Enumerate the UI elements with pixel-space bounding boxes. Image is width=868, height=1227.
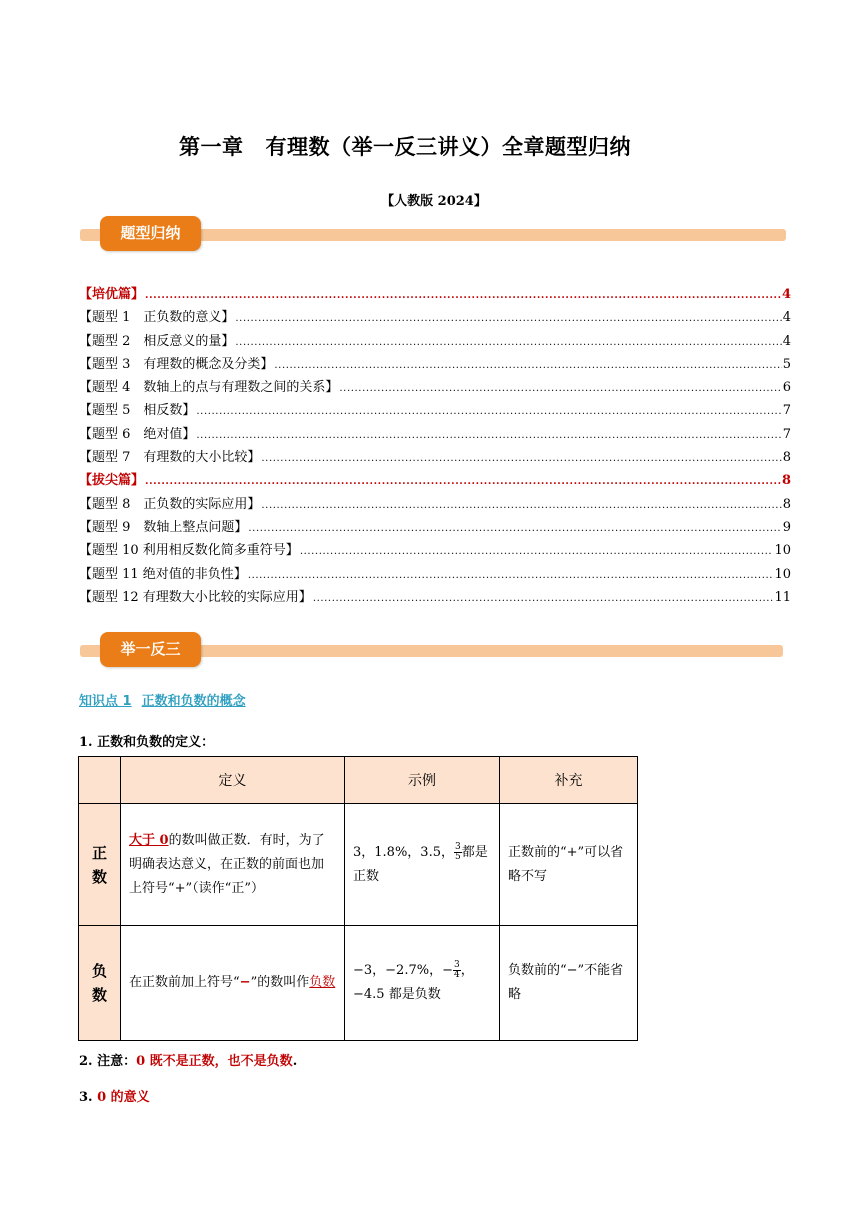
- toc-leader-dots: [248, 567, 774, 582]
- positive-highlight: 大于 0: [129, 832, 169, 848]
- note-suffix: .: [292, 1054, 298, 1069]
- fraction-numerator: 3: [453, 960, 460, 970]
- toc-banner: [80, 216, 786, 256]
- fraction-denominator: 4: [453, 970, 460, 980]
- toc-page-number: 6: [782, 380, 791, 396]
- toc-entry-row[interactable]: [79, 330, 791, 353]
- fraction: [453, 961, 461, 980]
- negative-highlight: 负数: [309, 975, 336, 990]
- toc-entry-label: 【题型 11 绝对值的非负性】: [79, 566, 247, 582]
- header-definition: 定义: [121, 757, 345, 804]
- positive-note: 正数前的“+”可以省略不写: [500, 804, 638, 926]
- toc-leader-dots: [235, 334, 781, 349]
- toc-entry-label: 【题型 10 利用相反数化简多重符号】: [79, 543, 299, 559]
- toc-page-number: 5: [782, 356, 791, 372]
- definition-table: [78, 756, 638, 1041]
- header-example: 示例: [345, 757, 500, 804]
- minus-sign: −: [239, 975, 251, 990]
- toc-page-number: 4: [782, 333, 791, 349]
- positive-example: [345, 804, 500, 926]
- toc-page-number: 10: [774, 543, 791, 559]
- toc-entry-label: 【题型 2 相反意义的量】: [79, 333, 235, 349]
- table-header-row: [79, 757, 638, 804]
- row-label-char: 负: [91, 962, 107, 980]
- toc-page-number: 4: [782, 310, 791, 326]
- toc-entry-label: 【题型 12 有理数大小比较的实际应用】: [79, 589, 312, 605]
- toc-entry-label: 【题型 9 数轴上整点问题】: [79, 519, 248, 535]
- header-blank: [79, 757, 121, 804]
- toc-entry-row[interactable]: [79, 516, 791, 539]
- toc-entry-label: 【题型 7 有理数的大小比较】: [79, 450, 261, 466]
- toc-leader-dots: [235, 310, 781, 325]
- toc-entry-label: 【题型 1 正负数的意义】: [79, 310, 235, 326]
- toc-leader-dots: [313, 590, 774, 605]
- knowledge-point-number: 知识点 1: [79, 694, 132, 709]
- table-row-negative: [79, 926, 638, 1041]
- toc-page-number: 7: [782, 426, 791, 442]
- fraction-denominator: 5: [454, 851, 461, 862]
- knowledge-point-heading: [79, 690, 246, 709]
- toc-section-row[interactable]: [79, 283, 791, 306]
- toc-leader-dots: [274, 357, 781, 372]
- section-heading: 1. 正数和负数的定义：: [79, 735, 215, 750]
- table-of-contents: [79, 283, 791, 609]
- toc-entry-row[interactable]: [79, 446, 791, 469]
- negative-example-text: −3，−2.7%，−: [353, 963, 453, 978]
- negative-example: [345, 926, 500, 1041]
- note-prefix: 2. 注意：: [79, 1054, 137, 1069]
- negative-definition-mid: ”的数叫作: [250, 975, 310, 990]
- toc-page-number: 4: [781, 287, 791, 302]
- note-zero-meaning: [79, 1086, 150, 1105]
- row-label-negative: [79, 926, 121, 1041]
- toc-entry-row[interactable]: [79, 539, 791, 562]
- positive-definition: [121, 804, 345, 926]
- document-title: [0, 131, 810, 161]
- toc-leader-dots: [196, 427, 781, 442]
- toc-entry-label: 【拔尖篇】: [79, 473, 145, 489]
- positive-definition-text: 的数叫做正数．有时，为了明确表达意义，在正数的前面也加上符号“+”（读作“正”）: [129, 832, 325, 896]
- toc-entry-row[interactable]: [79, 563, 791, 586]
- toc-entry-label: 【题型 5 相反数】: [79, 403, 196, 419]
- toc-entry-row[interactable]: [79, 353, 791, 376]
- note-text: 0 的意义: [97, 1090, 150, 1105]
- edition-label: 【人教版 2024】: [381, 194, 487, 209]
- toc-leader-dots: [196, 403, 781, 418]
- knowledge-point-title: 正数和负数的概念: [141, 694, 246, 709]
- toc-page-number: 7: [782, 403, 791, 419]
- toc-leader-dots: [261, 497, 781, 512]
- negative-definition: [121, 926, 345, 1041]
- note-text: 0 既不是正数，也不是负数: [136, 1054, 293, 1069]
- toc-page-number: 11: [774, 589, 791, 605]
- positive-example-text: 3，1.8%，3.5，: [353, 844, 454, 860]
- toc-entry-label: 【培优篇】: [79, 287, 145, 302]
- toc-entry-label: 【题型 3 有理数的概念及分类】: [79, 356, 274, 372]
- row-label-char: 正: [91, 843, 107, 862]
- toc-entry-row[interactable]: [79, 493, 791, 516]
- toc-section-row[interactable]: [79, 469, 791, 492]
- toc-page-number: 8: [782, 450, 791, 466]
- toc-entry-row[interactable]: [79, 586, 791, 609]
- table-row-positive: [79, 804, 638, 926]
- toc-entry-row[interactable]: [79, 399, 791, 422]
- toc-page-number: 8: [781, 473, 791, 489]
- toc-entry-row[interactable]: [79, 376, 791, 399]
- toc-leader-dots: [145, 473, 781, 488]
- toc-leader-dots: [248, 520, 781, 535]
- note-prefix: 3.: [79, 1090, 98, 1105]
- toc-leader-dots: [145, 287, 781, 302]
- toc-leader-dots: [261, 450, 781, 465]
- banner-tag: 举一反三: [100, 632, 201, 667]
- toc-leader-dots: [339, 380, 781, 395]
- toc-entry-label: 【题型 8 正负数的实际应用】: [79, 496, 261, 512]
- examples-banner: [80, 632, 783, 672]
- toc-entry-row[interactable]: [79, 423, 791, 446]
- fraction-numerator: 3: [454, 841, 461, 852]
- positive-example-suffix: 都是正数: [353, 844, 488, 884]
- row-label-char: 数: [91, 986, 107, 1004]
- fraction: [454, 843, 462, 862]
- title-main: 有理数（举一反三讲义）全章题型归纳: [265, 135, 631, 159]
- title-chapter: 第一章: [179, 135, 244, 159]
- row-label-positive: [79, 804, 121, 926]
- negative-definition-text: 在正数前加上符号“: [129, 975, 240, 990]
- toc-page-number: 10: [774, 566, 791, 582]
- banner-tag: 题型归纳: [100, 216, 201, 251]
- row-label-char: 数: [91, 867, 107, 886]
- toc-page-number: 9: [782, 519, 791, 535]
- note-zero: [79, 1050, 297, 1069]
- toc-page-number: 8: [782, 496, 791, 512]
- header-note: 补充: [500, 757, 638, 804]
- toc-leader-dots: [300, 543, 774, 558]
- negative-note: 负数前的“−”不能省略: [500, 926, 638, 1041]
- negative-example-suffix: ，−4.5 都是负数: [353, 963, 474, 1002]
- toc-entry-label: 【题型 4 数轴上的点与有理数之间的关系】: [79, 380, 339, 396]
- toc-entry-label: 【题型 6 绝对值】: [79, 426, 196, 442]
- toc-entry-row[interactable]: [79, 306, 791, 329]
